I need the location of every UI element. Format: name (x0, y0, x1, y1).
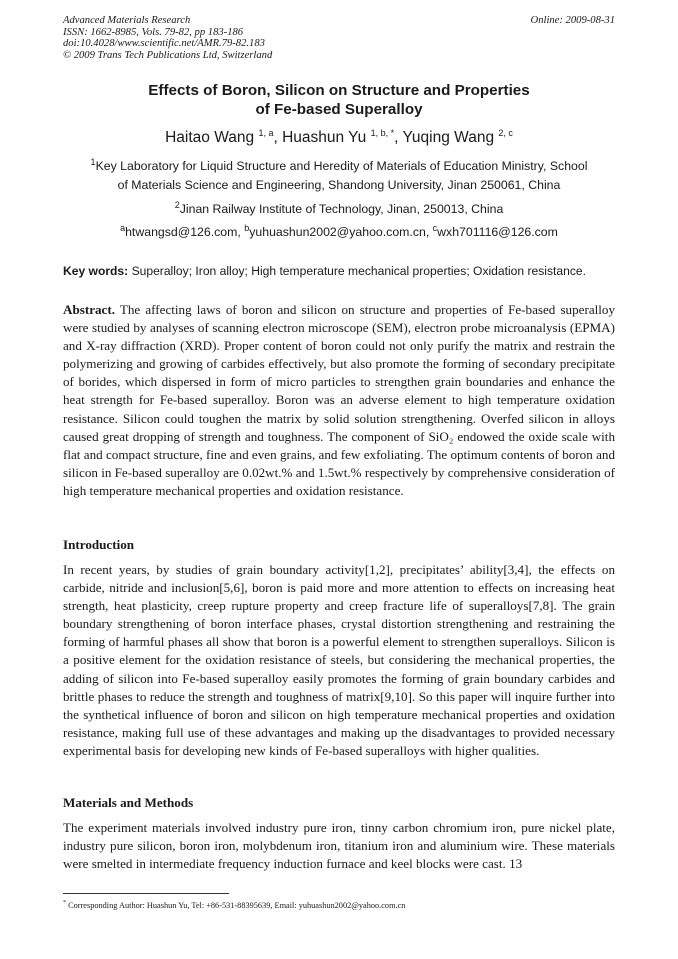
author-superscript: 1, b, * (370, 127, 395, 138)
author-superscript: 2, c (498, 127, 513, 138)
abstract-paragraph (63, 301, 615, 500)
section-heading-methods: Materials and Methods (63, 795, 194, 810)
keywords-text: Superalloy; Iron alloy; High temperature mechanical properties; Oxidation resistance. (131, 264, 586, 278)
title-line-1: Effects of Boron, Silicon on Structure and Properties (148, 82, 530, 99)
email-superscript: a (120, 222, 126, 233)
author-name: Yuqing Wang (402, 129, 495, 146)
footnote-marker: * (63, 900, 66, 906)
author-name: Huashun Yu (282, 129, 367, 146)
footnote-divider (63, 893, 229, 894)
email-link[interactable]: yuhuashun2002@yahoo.com.cn (249, 225, 426, 239)
affiliation-line: Jinan Railway Institute of Technology, Jinan, 250013, China (179, 202, 504, 216)
abstract-label: Abstract. (63, 302, 115, 317)
email-link[interactable]: htwangsd@126.com (125, 225, 238, 239)
affiliation-superscript: 1 (90, 156, 96, 167)
issn: ISSN: 1662-8985, Vols. 79-82, pp 183-186 (63, 26, 244, 38)
title-line-2: of Fe-based Superalloy (255, 101, 423, 118)
author-name: Haitao Wang (165, 129, 255, 146)
email-superscript: b (244, 222, 250, 233)
affiliation-line: Key Laboratory for Liquid Structure and Heredity of Materials of Education Ministry, School (95, 159, 588, 173)
footnote-text: Corresponding Author: Huashun Yu, Tel: +86-531-88395639, Email: yuhuashun2002@yahoo.com.cn (68, 900, 406, 910)
introduction-paragraph: In recent years, by studies of grain boundary activity[1,2], precipitates’ ability[3,4], the effects on carbide, nitride and inclusion[5,6], boron is paid more and more attention to effects on increasing heat strength, heat plasticity, creep rupture property and creep fracture life of superalloys[7,8]. The grain boundary strengthening of boron interface phases, crystal distortion strengthening and restraining the forming of harmful phases all show that boron is a powerful element to strengthen superalloys. Silicon is a positive element for the oxidation resistance of steels, but considering the mechanical properties, the adding of silicon into Fe-based superalloy easily promotes the forming of grain boundary carbides and brittle phases to reduce the strength and toughness of matrix[9,10]. So this paper will inquire further into the synthetical influence of boron and silicon on high temperature mechanical properties and oxidation resistance, making full use of these advantages and making up the disadvantages to provided necessary experimental basis for developing new kinds of Fe-based superalloys with higher qualities. (63, 562, 615, 758)
online-date: Online: 2009-08-31 (530, 15, 615, 26)
journal-name: Advanced Materials Research (63, 15, 191, 26)
author-superscript: 1, a (258, 127, 274, 138)
keywords-label: Key words: (63, 264, 129, 278)
keywords (63, 264, 615, 278)
footnote (63, 900, 405, 910)
affiliation-superscript: 2 (174, 199, 180, 210)
affiliation-line: of Materials Science and Engineering, Shandong University, Jinan 250061, China (117, 178, 561, 192)
author-list: Haitao Wang $^{1, a}$, Huashun Yu $^{1, b, *}$, Yuqing Wang $^{2, c}$ (165, 127, 513, 146)
page-header (63, 15, 615, 61)
doi: doi:10.4028/www.scientific.net/AMR.79-82.183 (63, 38, 265, 50)
copyright: © 2009 Trans Tech Publications Ltd, Switzerland (63, 49, 273, 61)
email-link[interactable]: wxh701116@126.com (437, 225, 558, 239)
section-heading-introduction: Introduction (63, 537, 135, 552)
abstract-text: The affecting laws of boron and silicon on structure and properties of Fe-based superalloy were studied by analyses of scanning electron microscope (SEM), electron probe microanalysis (EPMA) and X-ray diffraction (XRD). Proper content of boron could not only purify the matrix and restrain the polymerizing and growing of carbides effectively, but also promote the forming of secondary precipitate of borides, which dispersed in form of micro particles to strengthen grain boundaries and enhance the heat strength for Fe-based superalloy. Boron was an adverse element to high temperature oxidation resistance. Silicon could toughen the matrix by solid solution strengthening. Overfed silicon in alloys caused great dropping of strength and toughness. The component of SiO₂ endowed the oxide scale with flat and compact structure, fine and even grains, and few exfoliating. The optimum contents of boron and silicon in Fe-based superalloy are 0.02wt.% and 1.5wt.% respectively by comprehensive consideration of high temperature mechanical properties and oxidation resistance. (63, 302, 615, 498)
author-emails: $^a$htwangsd@126.com, $^b$yuhuashun2002@yahoo.com.cn, $^c$wxh701116@126.com (120, 222, 558, 239)
email-superscript: c (432, 222, 438, 233)
affiliation-1 (63, 157, 615, 195)
affiliation-2 (63, 200, 615, 219)
paper-title (63, 81, 615, 119)
methods-paragraph: The experiment materials involved industry pure iron, tinny carbon chromium iron, pure nickel plate, industry pure silicon, boron iron, molybdenum iron, titanium iron and aluminium wire. These materials were smelted in intermediate frequency induction furnace and keel blocks were cast. 13 (63, 820, 615, 872)
